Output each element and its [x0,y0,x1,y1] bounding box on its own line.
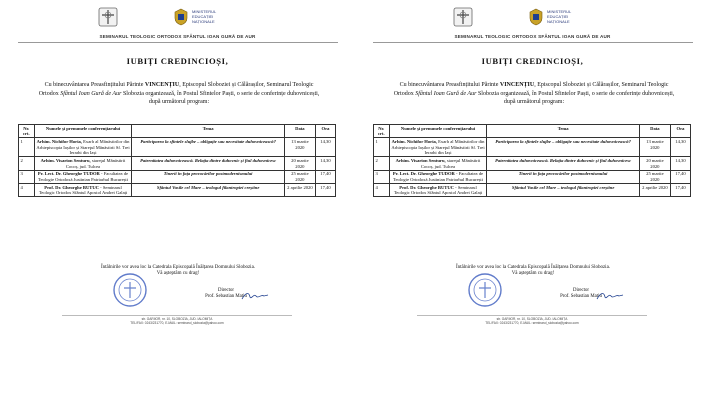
cell-speaker [389,157,487,170]
cell-time: 14,30 [670,138,690,157]
cell-nr: 4 [19,184,35,197]
cell-topic: Sfântul Vasile cel Mare – teologul filantropiei creștine [132,184,284,197]
cell-nr: 3 [374,170,390,183]
cell-time: 17,40 [670,170,690,183]
header-time: Ora [670,125,690,138]
closing-line-1: Întâlnirile vor avea loc la Catedrala Episcopală Înălțarea Domnului Slobozia. [100,265,256,270]
cell-time: 14,30 [315,157,335,170]
ministry-label [547,9,587,24]
speaker-title: Pr. Lect. Dr. Gheorghe TUDOR [392,171,455,177]
bishop-name: VINCENȚIU [144,82,180,88]
speaker-title: Arhim. Nichifor Horia, [36,138,82,144]
ministry-line-2: NAȚIONALE [192,19,215,24]
table-row [374,170,691,183]
cell-topic: Tinerii în fața provocărilor postmodernismului [132,170,284,183]
cell-speaker [389,184,487,197]
cell-topic: Participarea la sfintele slujbe – obligație sau necesitate duhovnicească? [132,138,284,157]
cell-date: 2 aprilie 2020 [639,184,670,197]
speaker-title: Prof. Dr. Gheorghe BUTUC [44,184,100,190]
table-row [19,138,336,157]
document-page-right [355,0,710,420]
cell-nr: 2 [19,157,35,170]
speaker-affiliation: stareţul Mânăstirii Cocoș, jud. Tulcea [65,157,126,169]
cell-speaker [34,170,132,183]
official-stamp-icon [112,272,148,308]
closing-line-2: Vă așteptăm cu drag! [156,271,200,276]
cell-nr: 2 [374,157,390,170]
ministry-line-2: NAȚIONALE [547,19,570,24]
director-name: Prof. Sebastian Matiu [560,293,602,299]
intro-text-1: Cu binecuvântarea Preasfințitului Părinte [44,82,145,88]
signature-icon [240,290,270,302]
speaker-affiliation: - Seminarul Teologic Ortodox Sfântul Apostol Andrei Galați [38,184,128,196]
footer-divider [417,315,647,316]
seminary-name: SEMINARUL TEOLOGIC ORTODOX SFÂNTUL IOAN GURĂ DE AUR [454,34,611,39]
cell-topic: Participarea la sfintele slujbe – obligație sau necesitate duhovnicească? [487,138,639,157]
official-stamp-icon [467,272,503,308]
intro-text-2: , Episcopul Sloboziei și Călărașilor, Seminarul Teologic Ortodox [393,82,669,97]
cell-time: 17,40 [315,184,335,197]
cell-date: 13 martie 2020 [284,138,315,157]
ministry-emblem-icon [527,8,545,26]
speaker-affiliation: Exarh al Mânăstirilor din Arhiepiscopia Iașilor și Stareţul Mânăstirii Sf. Trei Ierarhi din Iași [36,138,130,156]
footer-line-2: TEL/FAX: 0243/231770, E-MAIL: seminarul_slobozia@yahoo.com [485,321,579,326]
cell-date: 13 martie 2020 [639,138,670,157]
intro-text-2: , Episcopul Sloboziei și Călărașilor, Seminarul Teologic Ortodox [38,82,314,97]
header-divider [18,42,338,43]
speaker-affiliation: Exarh al Mânăstirilor din Arhiepiscopia Iașilor și Stareţul Mânăstirii Sf. Trei Ierarhi din Iași [391,138,485,156]
table-header-row [19,125,336,138]
director-name: Prof. Sebastian Matiu [205,293,247,299]
header-nr: Nr. crt. [19,125,35,138]
cell-date: 25 martie 2020 [284,170,315,183]
table-header-row [374,125,691,138]
cell-time: 17,40 [670,184,690,197]
seminary-crest-icon [96,6,120,28]
cell-nr: 3 [19,170,35,183]
cell-time: 14,30 [315,138,335,157]
cell-nr: 1 [374,138,390,157]
speaker-title: Prof. Dr. Gheorghe BUTUC [399,184,455,190]
header-name: Numele și prenumele conferențiarului [389,125,487,138]
speaker-title: Arhim. Visarion Senturu, [395,157,446,163]
closing-line-2: Vă așteptăm cu drag! [511,271,555,276]
header-topic: Tema [132,125,284,138]
cell-topic: Paternitatea duhovnicească. Relația dintre duhovnic și fiul duhovnicesc [132,157,284,170]
header-date: Data [284,125,315,138]
footer-address [417,317,647,325]
speaker-title: Arhim. Nichifor Horia, [391,138,437,144]
cell-topic: Paternitatea duhovnicească. Relația dintre duhovnic și fiul duhovnicesc [487,157,639,170]
speaker-affiliation: - Facultatea de Teologie Ortodoxă Justinian Patriarhul București [37,171,129,182]
ministry-line-1: MINISTERUL EDUCAȚIEI [192,9,217,19]
header-topic: Tema [487,125,639,138]
greeting-heading: IUBIȚI CREDINCIOȘI, [126,56,229,66]
cell-speaker [34,157,132,170]
closing-line-1: Întâlnirile vor avea loc la Catedrala Episcopală Înălțarea Domnului Slobozia. [455,265,611,270]
cell-topic: Tinerii în fața provocărilor postmodernismului [487,170,639,183]
speaker-title: Pr. Lect. Dr. Gheorghe TUDOR [37,171,100,177]
cell-speaker [389,170,487,183]
table-row [374,157,691,170]
director-title: Director [218,288,234,293]
footer-address [62,317,292,325]
intro-text-1: Cu binecuvântarea Preasfințitului Părinte [399,82,500,88]
cell-speaker [34,184,132,197]
table-row [19,157,336,170]
cell-date: 25 martie 2020 [639,170,670,183]
speaker-affiliation: - Seminarul Teologic Ortodox Sfântul Apostol Andrei Galați [393,184,483,196]
conference-table [18,124,336,197]
greeting-heading: IUBIȚI CREDINCIOȘI, [481,56,584,66]
footer-divider [62,315,292,316]
cell-nr: 4 [374,184,390,197]
header-divider [373,42,693,43]
table-row [374,138,691,157]
speaker-affiliation: - Facultatea de Teologie Ortodoxă Justinian Patriarhul București [392,171,484,182]
speaker-affiliation: stareţul Mânăstirii Cocoș, jud. Tulcea [420,157,481,169]
cell-topic: Sfântul Vasile cel Mare – teologul filantropiei creștine [487,184,639,197]
intro-text-3: Slobozia organizează, în Postul Sfintelor Paști, o serie de conferințe duhovnicești, după următorul program: [121,90,320,106]
director-title: Director [573,288,589,293]
signature-icon [595,290,625,302]
cell-date: 20 martie 2020 [639,157,670,170]
ministry-emblem-icon [172,8,190,26]
cell-date: 2 aprilie 2020 [284,184,315,197]
table-row [19,170,336,183]
cell-time: 17,40 [315,170,335,183]
table-row [19,184,336,197]
ministry-label [192,9,232,24]
cell-nr: 1 [19,138,35,157]
seminary-name: SEMINARUL TEOLOGIC ORTODOX SFÂNTUL IOAN GURĂ DE AUR [99,34,256,39]
header-name: Numele și prenumele conferențiarului [34,125,132,138]
header-nr: Nr. crt. [374,125,390,138]
conference-table [373,124,691,197]
cell-speaker [389,138,487,157]
seminary-crest-icon [451,6,475,28]
school-name: Sfântul Ioan Gură de Aur [60,90,122,97]
intro-paragraph [38,81,320,107]
closing-text [18,265,338,277]
intro-text-3: Slobozia organizează, în Postul Sfintelor Paști, o serie de conferințe duhovnicești, după următorul program: [476,90,675,106]
footer-line-2: TEL/FAX: 0243/231770, E-MAIL: seminarul_slobozia@yahoo.com [130,321,224,326]
cell-date: 20 martie 2020 [284,157,315,170]
bishop-name: VINCENȚIU [499,82,535,88]
school-name: Sfântul Ioan Gură de Aur [415,90,477,97]
header-date: Data [639,125,670,138]
ministry-line-1: MINISTERUL EDUCAȚIEI [547,9,572,19]
table-row [374,184,691,197]
header-time: Ora [315,125,335,138]
footer-line-1: str. GARIIOR, nr. 10, SLOBOZIA, JUD. IALOMIȚA [496,317,568,321]
intro-paragraph [393,81,675,107]
closing-text [373,265,693,277]
footer-line-1: str. GARIIOR, nr. 10, SLOBOZIA, JUD. IALOMIȚA [141,317,213,321]
speaker-title: Arhim. Visarion Senturu, [40,157,91,163]
cell-time: 14,30 [670,157,690,170]
cell-speaker [34,138,132,157]
